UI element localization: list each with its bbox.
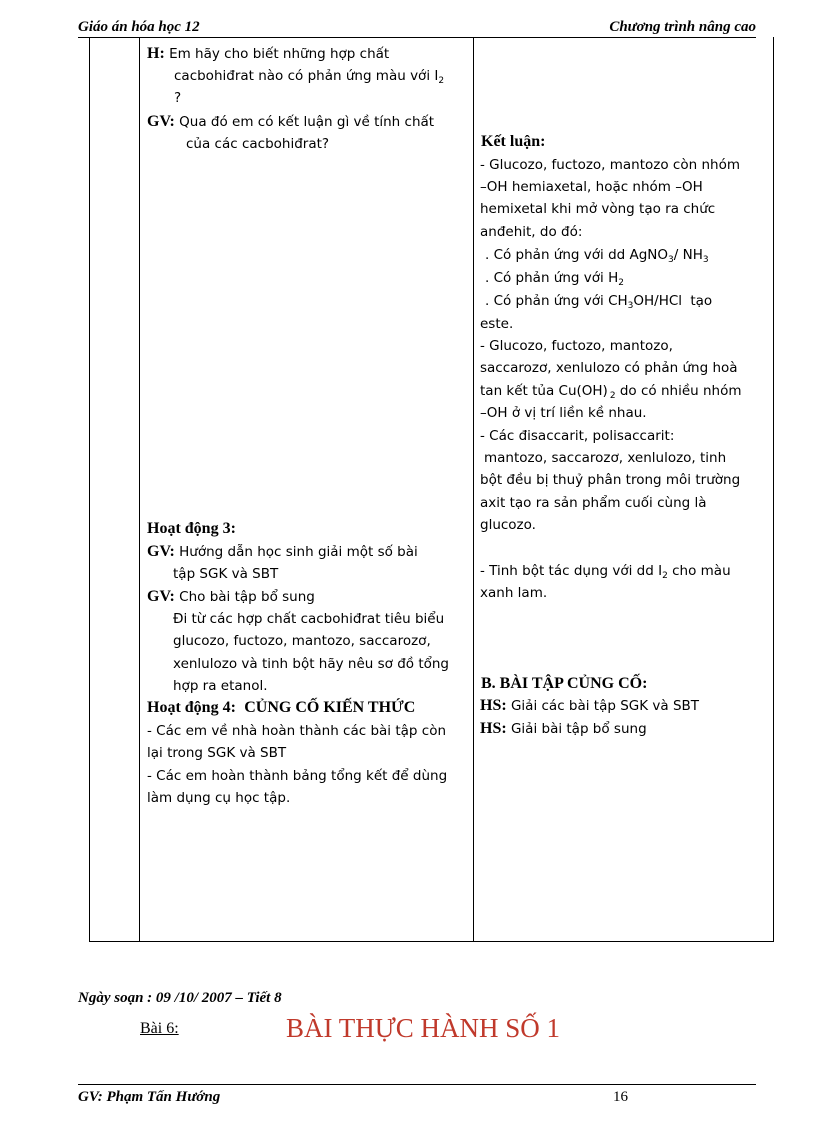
header-rule [78,37,756,38]
conclusion-title: Kết luận: [481,133,546,150]
table-divider-2 [473,37,474,942]
conclusion-line6: . Có phản ứng với $H_2$ [485,270,624,288]
conclusion-line3: hemixetal khi mở vòng tạo ra chức [480,201,716,217]
conclusion-line19: xanh lam. [480,585,548,601]
gv-extra: GV: Cho bài tập bổ sung [147,588,315,605]
conclusion-line13: - Các đisaccarit, polisaccarit: [480,428,675,444]
conclusion-line11: tan kết tủa Cu(OH) $_2$ do có nhiều nhóm [480,383,742,401]
footer-teacher: GV: Phạm Tấn Hướng [78,1089,221,1105]
table-divider-1 [139,37,140,942]
conclusion-line4: anđehit, do đó: [480,224,583,240]
exercise-line1: HS: Giải các bài tập SGK và SBT [480,697,700,714]
header-right: Chương trình nâng cao [609,19,756,35]
exercise-title: B. BÀI TẬP CỦNG CỐ: [481,675,648,692]
prep-date: Ngày soạn : 09 /10/ 2007 – Tiết 8 [78,990,282,1006]
h-label: H: [147,45,165,62]
conclusion-line15: bột đều bị thuỷ phân trong môi trường [480,472,741,488]
conclusion-line7: . Có phản ứng với $CH_3OH$/HCl tạo [485,293,713,311]
header-left: Giáo án hóa học 12 [78,19,200,35]
conclusion-line12: –OH ở vị trí liền kề nhau. [480,405,647,421]
activity-3-title: Hoạt động 3: [147,520,236,537]
gv-label: GV: [147,113,175,130]
conclusion-line14: mantozo, saccarozơ, xenlulozo, tinh [484,450,727,466]
lesson-number: Bài 6: [140,1020,179,1037]
activity-4-title: Hoạt động 4: CỦNG CỐ KIẾN THỨC [147,699,416,716]
lesson-title: BÀI THỰC HÀNH SỐ 1 [286,1013,560,1043]
table-border-right [773,37,774,942]
conclusion-line16: axit tạo ra sản phẩm cuối cùng là [480,495,707,511]
question-h-line2: cacbohiđrat nào có phản ứng màu với $I_2$ [174,68,445,86]
gv-extra-line5: hợp ra etanol. [173,678,268,694]
conclusion-line10: saccarozơ, xenlulozo có phản ứng hoà [480,360,738,376]
conclusion-line5: . Có phản ứng với dd AgNO$_3$/ $NH_3$ [485,247,709,265]
conclusion-line17: glucozo. [480,517,536,533]
conclusion-line8: este. [480,316,514,332]
conclusion-line2: –OH hemiaxetal, hoặc nhóm –OH [480,179,703,195]
conclusion-line18: - Tinh bột tác dụng với dd $I_2$ cho màu [480,563,731,581]
activity-4-line1: - Các em về nhà hoàn thành các bài tập còn [147,723,447,739]
gv-guide-line2: tập SGK và SBT [173,566,279,582]
activity-4-line2: lại trong SGK và SBT [147,745,287,761]
question-gv: GV: Qua đó em có kết luận gì về tính chất [147,113,435,130]
table-border-bottom [89,941,774,942]
footer-rule [78,1084,756,1085]
activity-4-line3: - Các em hoàn thành bảng tổng kết để dùng [147,768,448,784]
conclusion-line9: - Glucozo, fuctozo, mantozo, [480,338,673,354]
question-gv-line2: của các cacbohiđrat? [186,136,330,152]
conclusion-line1: - Glucozo, fuctozo, mantozo còn nhóm [480,157,740,173]
exercise-line2: HS: Giải bài tập bổ sung [480,720,647,737]
gv-extra-line4: xenlulozo và tinh bột hãy nêu sơ đồ tổng [173,656,450,672]
gv-extra-line3: glucozo, fuctozo, mantozo, saccarozơ, [173,633,431,649]
question-h-line3: ? [174,90,182,106]
gv-extra-line2: Đi từ các hợp chất cacbohiđrat tiêu biểu [173,611,445,627]
gv-guide: GV: Hướng dẫn học sinh giải một số bài [147,543,418,560]
activity-4-line4: làm dụng cụ học tập. [147,790,291,806]
question-h: H: Em hãy cho biết những hợp chất [147,45,390,62]
table-border-left [89,37,90,942]
page-number: 16 [613,1089,628,1105]
